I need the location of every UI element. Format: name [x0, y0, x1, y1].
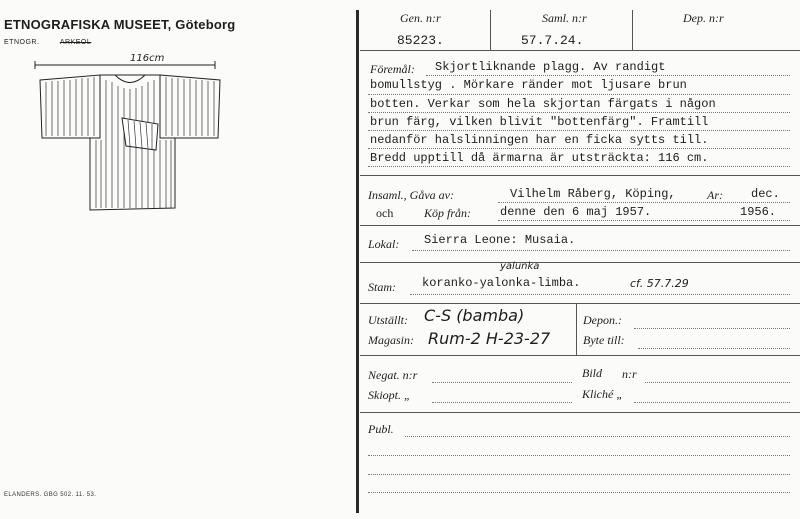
depon-label: Depon.:	[583, 313, 622, 327]
ar-value-2: 1956.	[740, 205, 777, 219]
gen-nr-value: 85223.	[397, 33, 444, 48]
stam-value: koranko-yalonka-limba.	[422, 276, 581, 290]
lokal-label: Lokal:	[368, 237, 400, 251]
museum-title: ETNOGRAFISKA MUSEET, Göteborg	[4, 17, 236, 32]
gen-nr-label: Gen. n:r	[400, 11, 441, 25]
foremal-line-2: bomullstyg . Mörkare ränder mot ljusare brun	[370, 78, 687, 92]
negat-nr-label: Negat. n:r	[368, 368, 418, 382]
card-divider	[356, 10, 359, 513]
utstallt-label: Utställt:	[368, 313, 409, 327]
insaml-gava-label: Insaml., Gåva av:	[368, 188, 454, 202]
dep-nr-label: Dep. n:r	[683, 11, 724, 25]
subcat-etnogr: ETNOGR.	[4, 39, 40, 46]
lokal-value: Sierra Leone: Musaia.	[424, 233, 576, 247]
shirt-sketch	[30, 50, 230, 220]
byte-till-label: Byte till:	[583, 333, 625, 347]
foremal-line-1: Skjortliknande plagg. Av randigt	[435, 60, 666, 74]
utstallt-value: C-S (bamba)	[424, 306, 525, 325]
foremal-line-5: nedanför halslinningen har en ficka sytts till.	[370, 133, 709, 147]
bild-label: Bild	[582, 366, 602, 380]
foremal-label: Föremål:	[370, 62, 415, 76]
foremal-line-4: brun färg, vilken blivit "bottenfärg". Framtill	[370, 115, 709, 129]
subcat-arkeol: ARKEOL	[59, 39, 92, 46]
saml-nr-label: Saml. n:r	[542, 11, 587, 25]
foremal-line-3: botten. Verkar som hela skjortan färgats i någon	[370, 97, 716, 111]
insaml-value-1: Vilhelm Råberg, Köping,	[510, 187, 676, 201]
magasin-value: Rum-2 H-23-27	[428, 329, 551, 348]
stam-handwritten-ref: cf. 57.7.29	[630, 277, 689, 290]
stam-handwritten-above: yalunka	[500, 261, 540, 272]
kliche-label: Kliché „	[582, 387, 623, 401]
publ-label: Publ.	[368, 422, 394, 436]
subcategory-line	[4, 39, 91, 46]
ar-label: Ar:	[707, 188, 723, 202]
stam-label: Stam:	[368, 280, 396, 294]
saml-nr-value: 57.7.24.	[521, 33, 584, 48]
insaml-value-2: denne den 6 maj 1957.	[500, 205, 652, 219]
magasin-label: Magasin:	[368, 333, 414, 347]
ar-value-1: dec.	[751, 187, 780, 201]
printer-imprint: ELANDERS. GBG 502. 11. 53.	[4, 492, 97, 498]
sketch-measure-label: 116cm	[130, 53, 165, 64]
bild-nr-label: n:r	[622, 367, 637, 381]
kop-fran-label: Köp från:	[424, 206, 472, 220]
och-label: och	[376, 206, 394, 220]
foremal-line-6: Bredd upptill då ärmarna är utsträckta: 116 cm.	[370, 151, 709, 165]
skiopt-label: Skiopt. „	[368, 388, 411, 402]
